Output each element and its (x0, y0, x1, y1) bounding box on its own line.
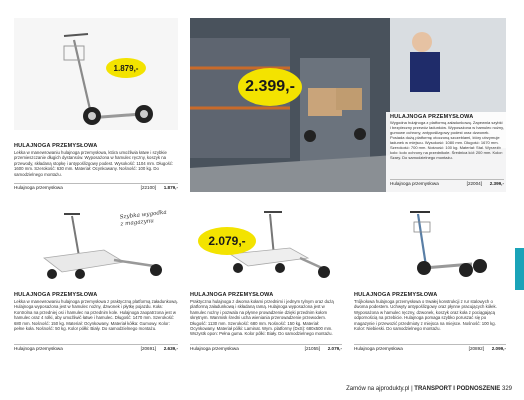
product-title: HULAJNOGA PRZEMYSŁOWA (190, 292, 274, 298)
product-title: HULAJNOGA PRZEMYSŁOWA (14, 292, 98, 298)
product-title: HULAJNOGA PRZEMYSŁOWA (390, 114, 474, 120)
product-code-row (190, 344, 342, 351)
product-row-name: Hulajnoga przemysłowa (390, 180, 439, 186)
product-code-row (354, 344, 506, 351)
product-code-row (390, 179, 504, 186)
product-code: [20892] (468, 345, 484, 351)
page-number: 329 (501, 386, 512, 392)
product-price: 2.399,- (489, 180, 504, 186)
handwritten-note: Szybka wygodka z magazynu (119, 209, 168, 228)
scooter-illustration (14, 18, 178, 130)
product-description: Lekka w manewrowaniu hulajnoga przemysłowa z praktyczną platformą załadunkową. Hulajnoga wyposażona jest w hamulec nożny, dzwonek i płytkę pojazdu. Koła: Kontrolna na przedniej osi i hamulec na przednim kole. Hulajnoga zaopatrzona jest w hamulec oraz 4 rolki, aby umożliwić łatwe i hamulec. Długość: 1470 mm. Szerokość: 680 mm. Nośność: 150 kg. Materiał: Ocynkowany. Materiał kółka: Gumowy. Kolor: pełne koła. Nośność: 50 kg. Kolor półki: Biały. Do samodzielnego montażu. (14, 299, 178, 332)
product-title: HULAJNOGA PRZEMYSŁOWA (14, 143, 98, 149)
product-code: [22004] (466, 180, 482, 186)
product-description: Trójkołowa hulajnoga przemysłowa o trwałej konstrukcji z rur stalowych o dwoma podestem. Uchwyty antypoślizgowy oraz płynne pracujących kółek. Wyposażona w hamulec ręczny, dzwonek, koszyk oraz koła z pociągającą odpornością na przebicie. Hulajnoga pomaga szybko poruszać się po magazynie i przewozić przedmioty z miejsca na miejsce. Nośność: 100 kg. Kolor: Niebieski. Do samodzielnego montażu. (354, 299, 497, 332)
product-price: 2.079,- (327, 345, 342, 351)
product-price: 2.639,- (163, 345, 178, 351)
product-title: HULAJNOGA PRZEMYSŁOWA (354, 292, 438, 298)
product-price: 2.099,- (491, 345, 506, 351)
footer-separator: | (411, 386, 413, 392)
product-code-row (14, 183, 178, 190)
product-image-blue-scooter (354, 208, 506, 288)
product-description: Wygodna hulajnoga z platformą załadunkową. Zapewnia szybki i bezpieczny przewóz ładunków. Wyposażona w hamulec nożny, gumowe ochrony, antypoślizgowy podest oraz dzwonek. Posiada dużą platformę otoczoną szczeblami, który utrzymuje ładunek w miejscu. Wysokość: 1080 mm. Długość: 1670 mm. Szerokość: 700 mm. Nośność: 100 kg. Materiał: Stal. Wyrzeźb koło: koło ochrony na przednikole. Średnica kół: 200 mm. Kolor: Szary. Do samodzielnego montażu. (390, 120, 504, 160)
product-row-name: Hulajnoga przemysłowa (14, 184, 63, 190)
footer-lead: Zamów na ajprodukty.pl (346, 386, 410, 392)
blue-scooter-illustration (354, 208, 506, 288)
price-badge: 2.079,- (198, 227, 256, 255)
product-image-scooter-1 (14, 18, 178, 130)
section-tab (515, 248, 524, 290)
product-price: 1.879,- (163, 184, 178, 190)
product-code: [20691] (140, 345, 156, 351)
product-row-name: Hulajnoga przemysłowa (354, 345, 403, 351)
price-badge: 1.879,- (106, 58, 146, 78)
product-code-row (14, 344, 178, 351)
product-row-name: Hulajnoga przemysłowa (190, 345, 239, 351)
product-description: Lekka w manewrowaniu hulajnoga przemysłowa, która umożliwia łatwe i szybkie przemieszczanie długich dystansów. Wyposażona w hamulec ręczny, koszyk na przewody, składaną stopkę i antypoślizgowy podest. Wysokość: 1104 mm. Długość: 1600 mm. Szerokość: 630 mm. Materiał: Ocynkowany. Nośność: 100 kg. Do samodzielnego montażu. (14, 150, 174, 177)
product-code: [22100] (140, 184, 156, 190)
product-description: Praktyczna hulajnoga z dwoma kołami przednimi i jednym tylnym oraz dużą platformą załadunkową i składaną ramą. Hulajnoga wyposażona jest w hamulec nożny i pozwala na płynne prowadzenie dzięki przednim kołom skrętnym. Wanmisk średni ucha wieniania przerowadzenie przewodem. Długość: 1130 mm. Szerokość: 680 mm. Nośność: 150 kg. Materiał: Ocynkowany. Materiał pólki: Laminat. Wym. platformy (DxS): 680x500 mm. Wszystk opon: Pełna guma. Kolor pólki: Biały. Do samodzielnego montażu. (190, 299, 334, 337)
product-row-name: Hulajnoga przemysłowa (14, 345, 63, 351)
product-code: [21055] (304, 345, 320, 351)
page-footer (346, 386, 512, 392)
price-badge: 2.399,- (238, 68, 302, 106)
footer-section: TRANSPORT I PODNOSZENIE (414, 386, 501, 392)
